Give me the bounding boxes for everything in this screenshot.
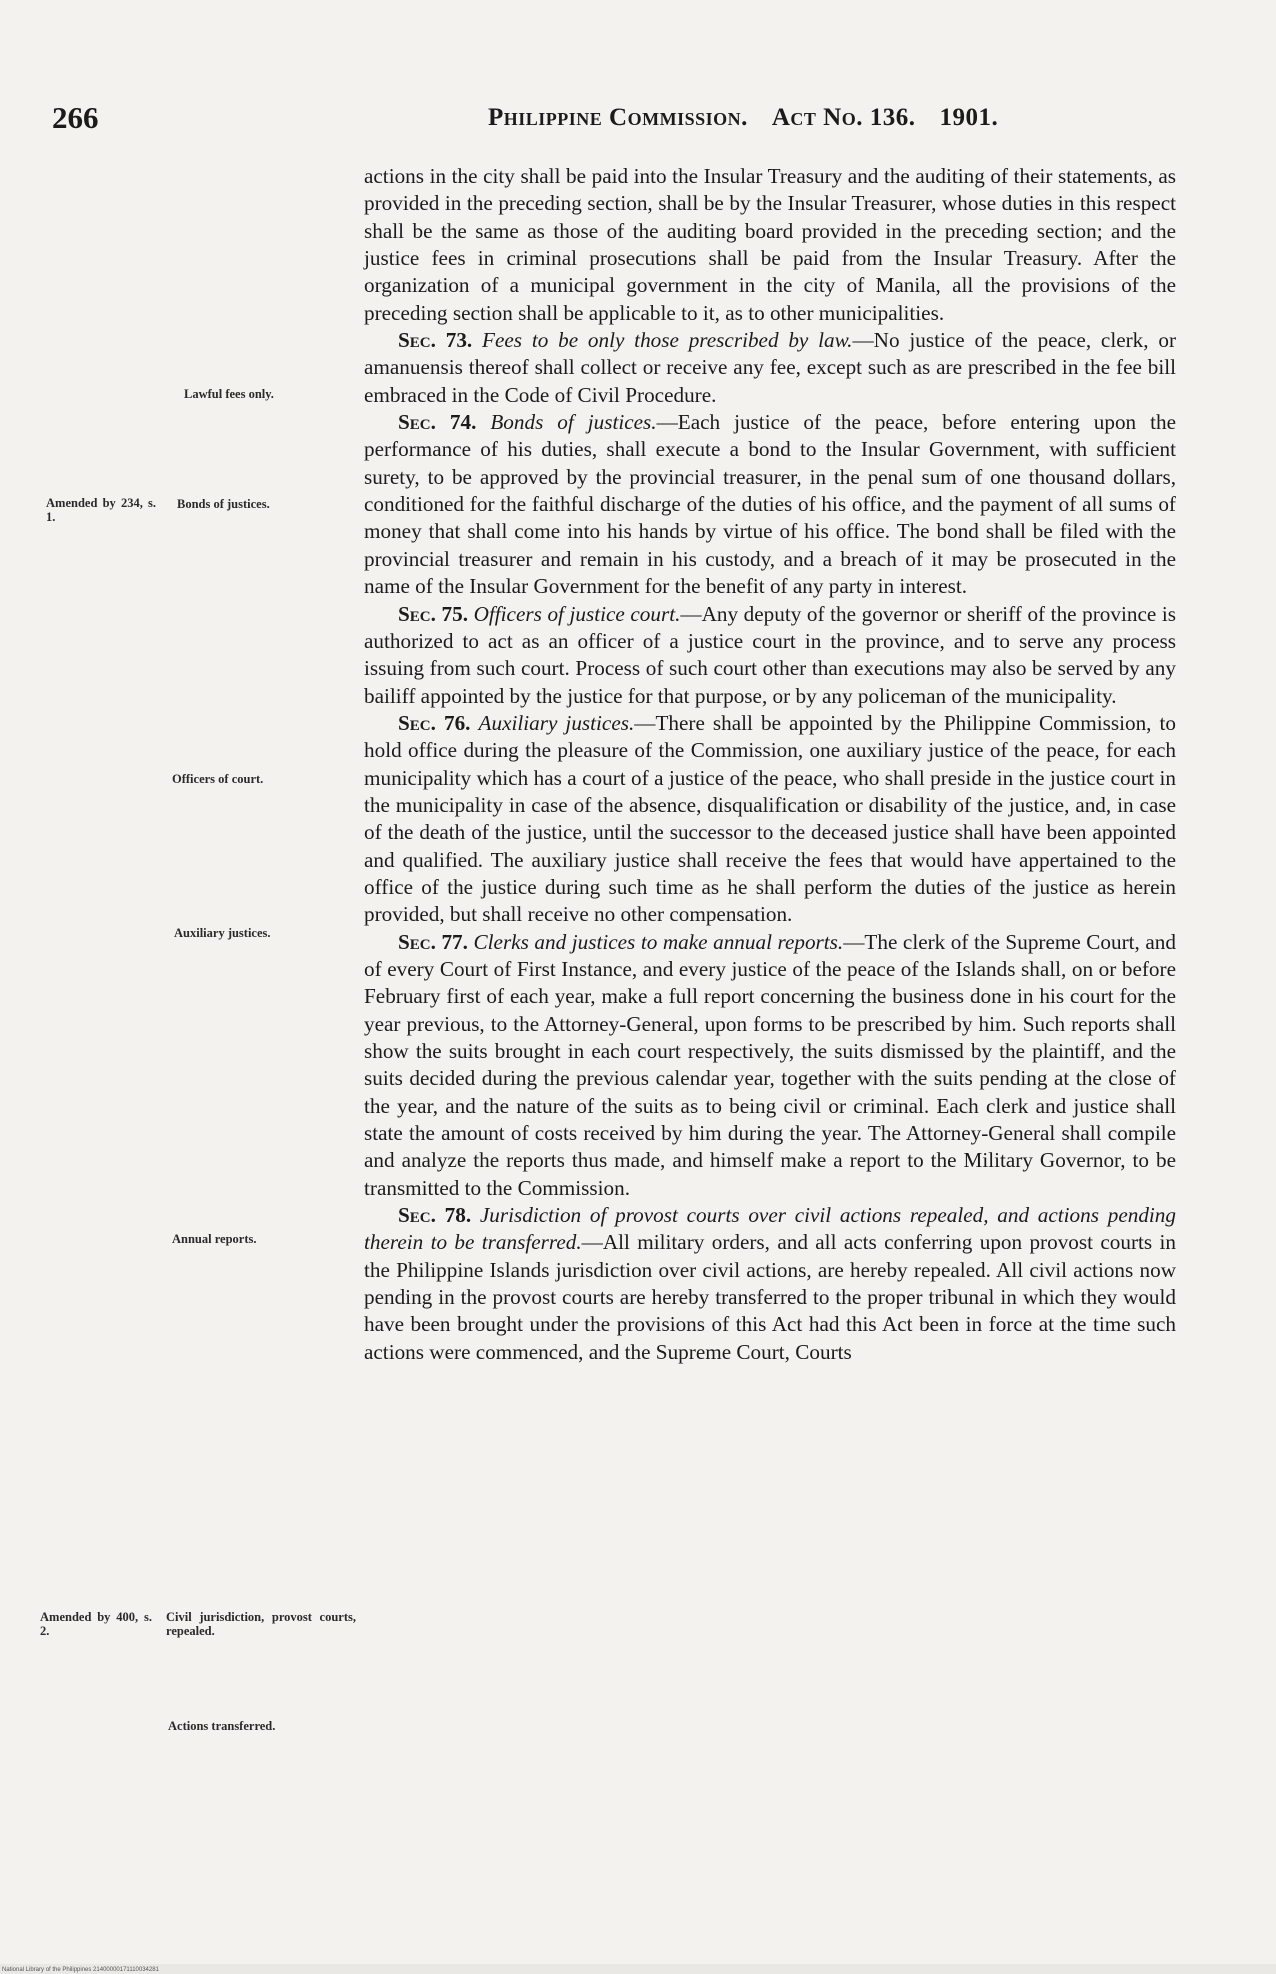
margin-note-amended-400: Amended by 400, s. 2. — [40, 1610, 152, 1638]
margin-note-amended-234: Amended by 234, s. 1. — [46, 496, 156, 524]
margin-note-actions-transferred: Actions transferred. — [168, 1719, 276, 1733]
page-number: 266 — [52, 100, 99, 135]
section-title: Clerks and justices to make annual reports. — [473, 929, 844, 954]
section-text: —Each justice of the peace, before entering upon the performance of his duties, shall execute a bond to the Insular Government, with sufficient surety, to be approved by the provincial treasurer, in the penal sum of one thousand dollars, conditioned for the faithful discharge of the duties of his office, and the payment of all sums of money that shall come into his hands by virtue of his office. The bond shall be filed with the provincial treasurer and remain in his custody, and a breach of it may be prosecuted in the name of the Insular Government for the benefit of any party in interest. — [364, 410, 1176, 599]
publication-title: Philippine Commission. — [488, 104, 748, 131]
margin-note-annual-reports: Annual reports. — [172, 1232, 257, 1246]
section-75 — [364, 601, 1176, 710]
section-title: Officers of justice court. — [473, 601, 681, 626]
margin-note-officers: Officers of court. — [172, 772, 264, 786]
section-number: Sec. 75. — [398, 601, 468, 626]
body-text — [364, 163, 1176, 1366]
margin-note-auxiliary: Auxiliary justices. — [174, 926, 271, 940]
footer-strip — [0, 1964, 1276, 1974]
margin-note-bonds: Bonds of justices. — [177, 497, 270, 511]
section-number: Sec. 77. — [398, 929, 468, 954]
year: 1901. — [939, 104, 999, 131]
section-number: Sec. 78. — [398, 1203, 472, 1228]
running-head — [488, 104, 998, 132]
section-number: Sec. 73. — [398, 328, 473, 353]
section-text: —There shall be appointed by the Philippine Commission, to hold office during the pleasure of the Commission, one auxiliary justice of the peace, for each municipality which has a court of a justice of the peace, who shall preside in the justice court in the municipality in case of the absence, disqualification or disability of the justice, and, in case of the death of the justice, until the successor to the deceased justice shall have been appointed and qualified. The auxiliary justice shall receive the fees that would have appertained to the office of the justice during such time as he shall perform the duties of the justice as herein provided, but shall receive no other compensation. — [364, 710, 1176, 927]
section-number: Sec. 76. — [398, 710, 471, 735]
section-78 — [364, 1202, 1176, 1366]
margin-note-civil-jurisdiction: Civil jurisdiction, provost courts, repealed. — [166, 1610, 356, 1638]
act-number: Act No. 136. — [771, 104, 916, 131]
section-number: Sec. 74. — [398, 410, 477, 435]
section-title: Bonds of justices. — [490, 410, 657, 435]
section-title: Fees to be only those prescribed by law. — [482, 328, 853, 353]
section-text: —All military orders, and all acts conferring upon provost courts in the Philippine Islands jurisdiction over civil actions, are hereby repealed. All civil actions now pending in the provost courts are hereby transferred to the proper tribunal in which they would have been brought under the provisions of this Act had this Act been in force at the time such actions were commenced, and the Supreme Court, Courts — [364, 1230, 1177, 1364]
section-73 — [364, 327, 1176, 409]
section-title: Jurisdiction of provost courts over civil actions repealed, and actions pending therein to be transferred. — [364, 1203, 1176, 1255]
section-text: —The clerk of the Supreme Court, and of every Court of First Instance, and every justice of the peace of the Islands shall, on or before February first of each year, make a full report concerning the business done in his court for the year previous, to the Attorney-General, upon forms to be prescribed by him. Such reports shall show the suits brought in each court respectively, the suits dismissed by the plaintiff, and the suits decided during the previous calendar year, together with the suits pending at the close of the year, and the nature of the suits as to being civil or criminal. Each clerk and justice shall state the amount of costs received by him during the year. The Attorney-General shall compile and analyze the reports thus made, and himself make a report to the Military Governor, to be transmitted to the Commission. — [364, 929, 1176, 1200]
margin-note-lawful-fees: Lawful fees only. — [184, 387, 274, 401]
section-76 — [364, 710, 1176, 929]
section-title: Auxiliary justices. — [478, 710, 635, 735]
section-74 — [364, 409, 1176, 600]
section-text: —No justice of the peace, clerk, or amanuensis thereof shall collect or receive any fee, except such as are prescribed in the fee bill embraced in the Code of Civil Procedure. — [364, 328, 1177, 407]
section-77 — [364, 929, 1176, 1202]
section-text: —Any deputy of the governor or sheriff of the province is authorized to act as an officer of a justice court in the province, and to serve any process issuing from such court. Process of such court other than executions may also be served by any bailiff appointed by the justice for that purpose, or by any policeman of the municipality. — [364, 601, 1176, 708]
paragraph-continued: actions in the city shall be paid into the Insular Treasury and the auditing of their statements, as provided in the preceding section, shall be by the Insular Treasurer, whose duties in this respect shall be the same as those of the auditing board provided in the preceding section; and the justice fees in criminal prosecutions shall be paid from the Insular Treasury. After the organization of a municipal government in the city of Manila, all the provisions of the preceding section shall be applicable to it, as to other municipalities. — [364, 164, 1176, 325]
footer-watermark: National Library of the Philippines 21400000171110034281 — [2, 1967, 159, 1973]
